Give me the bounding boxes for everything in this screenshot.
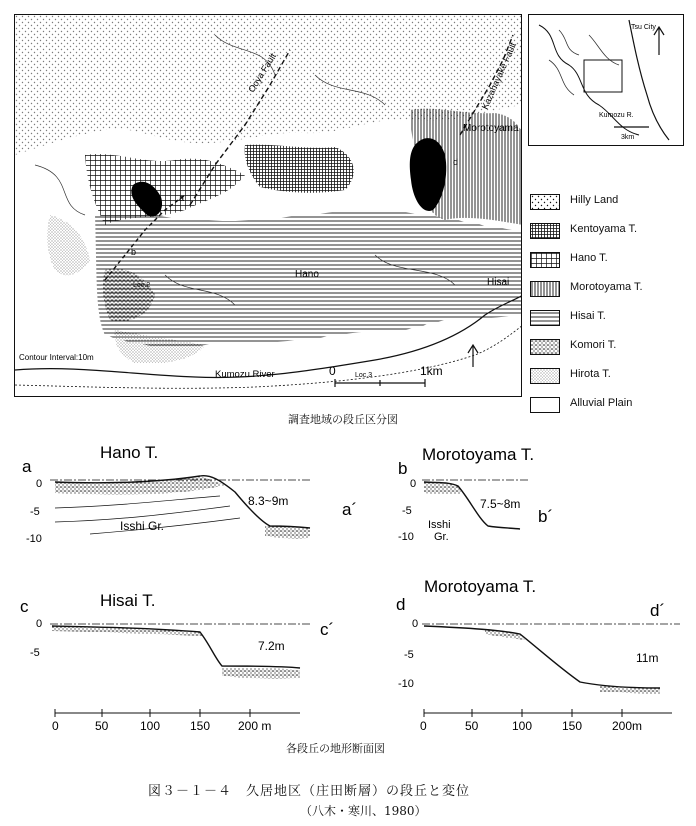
profile-d-title: Morotoyama T. <box>424 577 537 596</box>
legend-label: Hisai T. <box>570 310 606 322</box>
profile-d-tick-5: -5 <box>404 649 414 661</box>
north-arrow-map <box>468 345 478 367</box>
kentoyama-terrace-area <box>245 145 354 193</box>
profile-a-gravel <box>55 476 225 495</box>
profile-b-left-letter: b <box>398 459 408 478</box>
terrain-profiles <box>0 430 696 760</box>
legend-item-kentoyama <box>528 219 688 248</box>
legend-swatch-grid <box>530 252 560 268</box>
map-label-loc2: Loc.2 <box>133 282 151 289</box>
profile-a-right-letter: a´ <box>342 500 358 519</box>
terrace-map-drawing <box>15 15 522 397</box>
profile-c-tick-5: -5 <box>30 647 40 659</box>
legend-swatch-vertical <box>530 281 560 297</box>
map-label-morotoyama: Morotoyama <box>463 123 519 134</box>
legend-item-komori <box>528 335 688 364</box>
profile-a-height: 8.3~9m <box>248 494 289 508</box>
profile-b-right-letter: b´ <box>538 507 554 526</box>
profile-b-tick-10: -10 <box>398 531 414 543</box>
map-label-ooya-fault: Ooya Fault <box>246 51 279 95</box>
inset-north-arrow <box>654 27 664 55</box>
axis-left-label-200: 200 m <box>238 719 272 733</box>
axis-left-label-0: 0 <box>52 719 59 733</box>
terrace-map <box>14 14 522 397</box>
profile-d-left-letter: d <box>396 595 406 614</box>
legend-label: Morotoyama T. <box>570 281 643 293</box>
profile-d-gravel <box>485 630 525 640</box>
profile-a-tick-10: -10 <box>26 533 42 545</box>
hano-terrace-area <box>85 154 245 225</box>
location-inset-map <box>528 14 684 146</box>
axis-right-label-150: 150 <box>562 719 583 733</box>
legend-swatch-dots <box>530 194 560 210</box>
legend-swatch-stipple <box>530 339 560 355</box>
profile-a-unit-label: Isshi Gr. <box>120 519 165 533</box>
profile-axis-right <box>424 709 672 717</box>
profile-b-unit-label-2: Gr. <box>434 531 449 543</box>
profile-c-right-letter: c´ <box>320 620 335 639</box>
profile-c-hisai <box>20 591 334 679</box>
legend-swatch-horizontal <box>530 310 560 326</box>
axis-left-label-100: 100 <box>140 719 161 733</box>
profile-d-morotoyama <box>396 577 680 694</box>
axis-left-label-50: 50 <box>95 719 109 733</box>
profile-d-lower-gravel <box>600 686 660 694</box>
inset-label-scale: 3km <box>621 134 635 141</box>
map-caption: 調査地域の段丘区分図 <box>288 413 398 426</box>
map-label-a: a <box>179 193 185 203</box>
legend-label: Hirota T. <box>570 368 611 380</box>
map-label-d: d <box>453 157 459 167</box>
profile-b-gravel <box>424 482 462 494</box>
map-label-contour: Contour Interval:10m <box>19 353 94 362</box>
profile-c-left-letter: c <box>20 597 29 616</box>
legend-item-alluvial-plain <box>528 393 688 422</box>
legend-label: Kentoyama T. <box>570 223 638 235</box>
inset-label-tsu-city: Tsu City <box>631 24 656 31</box>
legend-item-hirota <box>528 364 688 393</box>
profile-a-left-letter: a <box>22 457 32 476</box>
profile-b-title: Morotoyama T. <box>422 445 535 464</box>
legend-label: Komori T. <box>570 339 617 351</box>
profile-a-title: Hano T. <box>100 443 159 462</box>
map-label-scale-zero: 0 <box>329 364 336 378</box>
legend-item-hano <box>528 248 688 277</box>
profile-a-tick-5: -5 <box>30 506 40 518</box>
map-label-hano: Hano <box>295 269 319 280</box>
profile-d-tick-10: -10 <box>398 678 414 690</box>
axis-right-label-200: 200m <box>612 719 643 733</box>
axis-right-label-50: 50 <box>465 719 479 733</box>
profile-c-lower-gravel <box>222 668 300 679</box>
profile-d-right-letter: d´ <box>650 601 666 620</box>
legend-label: Hano T. <box>570 252 608 264</box>
legend-item-hilly-land <box>528 190 688 219</box>
inset-label-kumozu-r: Kumozu R. <box>599 112 634 119</box>
profile-b-tick-0: 0 <box>410 478 417 490</box>
profile-d-surface <box>424 626 660 688</box>
profile-axis-left <box>55 709 300 717</box>
profiles-caption: 各段丘の地形断面図 <box>286 742 385 755</box>
profile-c-height: 7.2m <box>258 639 285 653</box>
legend-swatch-blank <box>530 397 560 413</box>
axis-right-label-0: 0 <box>420 719 427 733</box>
map-label-scale-km: 1km <box>420 364 443 378</box>
legend-label: Alluvial Plain <box>570 397 633 409</box>
figure-title: 図３－１－４ 久居地区（庄田断層）の段丘と変位 <box>148 784 471 799</box>
inset-drawing <box>529 15 684 146</box>
legend-swatch-fine-stipple <box>530 368 560 384</box>
profile-b-tick-5: -5 <box>402 505 412 517</box>
profile-a-tick-0: 0 <box>36 478 43 490</box>
axis-right-label-100: 100 <box>512 719 533 733</box>
profile-b-unit-label-1: Isshi <box>428 519 451 531</box>
axis-left-label-150: 150 <box>190 719 211 733</box>
profile-d-tick-0: 0 <box>412 618 419 630</box>
profile-a-hano <box>22 443 357 545</box>
legend-swatch-cross <box>530 223 560 239</box>
profile-b-morotoyama <box>398 445 553 543</box>
map-label-b: b <box>131 247 137 257</box>
map-label-kumozu-river: Kumozu River <box>215 369 275 380</box>
map-label-hisai: Hisai <box>487 277 510 288</box>
inset-study-area-box <box>584 60 622 92</box>
map-legend <box>528 190 688 422</box>
legend-item-hisai <box>528 306 688 335</box>
figure-source: （八木・寒川、1980） <box>300 804 427 818</box>
profile-c-tick-0: 0 <box>36 618 43 630</box>
legend-item-morotoyama <box>528 277 688 306</box>
profile-d-height: 11m <box>636 651 659 665</box>
profile-a-lower-gravel <box>265 526 310 539</box>
profile-c-title: Hisai T. <box>100 591 156 610</box>
map-label-loc3: Loc.3 <box>355 372 373 379</box>
map-label-kazahayake-fault: Kazahayake Fault <box>479 40 519 111</box>
profile-b-height: 7.5~8m <box>480 497 521 511</box>
hirota-terrace-area <box>47 215 90 275</box>
legend-label: Hilly Land <box>570 194 619 206</box>
